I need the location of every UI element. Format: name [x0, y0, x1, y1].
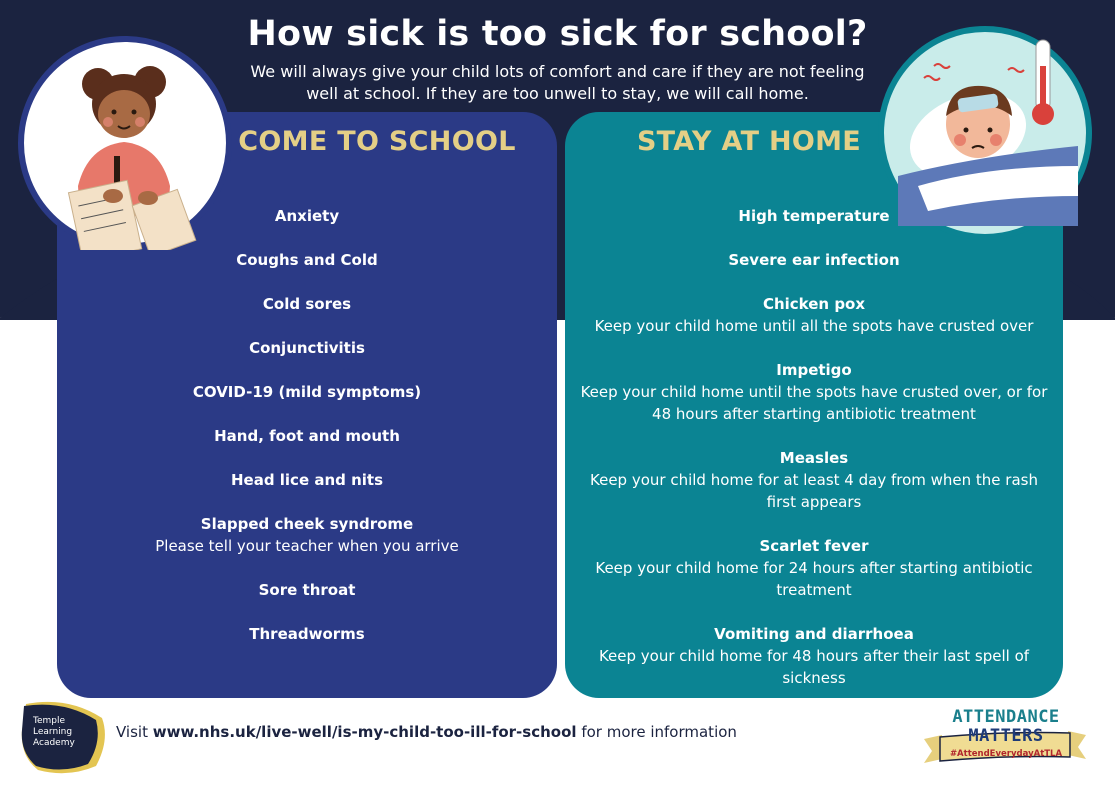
item-name: Sore throat [258, 581, 356, 599]
logo-line: Academy [33, 738, 75, 748]
item-note: Keep your child home until the spots have crusted over, or for 48 hours after starting antibiotic treatment [580, 383, 1048, 423]
item-name: Coughs and Cold [236, 251, 378, 269]
girl-homework-illustration [18, 36, 232, 250]
list-item [565, 447, 1063, 513]
item-name: Chicken pox [762, 295, 866, 313]
logo-line: Learning [33, 727, 73, 737]
list-item [565, 359, 1063, 425]
logo-line: Temple [33, 716, 66, 726]
item-name: Anxiety [274, 207, 340, 225]
visit-prefix: Visit [116, 723, 148, 741]
item-note: Please tell your teacher when you arrive [155, 537, 459, 555]
item-name: Vomiting and diarrhoea [714, 625, 914, 643]
item-note: Keep your child home for 48 hours after their last spell of sickness [598, 647, 1030, 687]
item-name: Severe ear infection [728, 251, 900, 269]
item-name: Hand, foot and mouth [214, 427, 400, 445]
attendance-line2: MATTERS [968, 726, 1044, 746]
nhs-link[interactable]: www.nhs.uk/live-well/is-my-child-too-ill-for-school [152, 723, 577, 741]
visit-suffix: for more information [581, 723, 737, 741]
list-item [57, 425, 557, 447]
list-item [57, 579, 557, 601]
list-item [565, 623, 1063, 689]
item-note: Keep your child home until all the spots have crusted over [594, 317, 1034, 335]
item-name: Cold sores [262, 295, 352, 313]
item-name: Head lice and nits [230, 471, 384, 489]
item-name: Threadworms [249, 625, 365, 643]
list-item [57, 337, 557, 359]
come-to-school-heading: COME TO SCHOOL [238, 126, 516, 157]
list-item [565, 293, 1063, 337]
list-item [57, 469, 557, 491]
item-name: Slapped cheek syndrome [200, 515, 414, 533]
list-item [565, 249, 1063, 271]
attendance-hashtag: #AttendEverydayAtTLA [949, 749, 1063, 759]
school-logo-text [33, 716, 75, 749]
list-item [57, 249, 557, 271]
item-name: Measles [779, 449, 849, 467]
item-name: Conjunctivitis [249, 339, 365, 357]
stay-at-home-heading: STAY AT HOME [636, 126, 862, 157]
page-subtitle: We will always give your child lots of comfort and care if they are not feeling well at school. If they are too unwell to stay, we will call home. [250, 62, 865, 103]
footer-info [116, 723, 737, 741]
stay-at-home-list [565, 205, 1063, 711]
come-to-school-list [57, 205, 557, 667]
list-item [57, 513, 557, 557]
item-note: Keep your child home for 24 hours after starting antibiotic treatment [595, 559, 1033, 599]
item-note: Keep your child home for at least 4 day from when the rash first appears [590, 471, 1038, 511]
attendance-line1: ATTENDANCE [952, 707, 1060, 727]
list-item [57, 293, 557, 315]
item-name: Impetigo [776, 361, 852, 379]
page-title: How sick is too sick for school? [247, 14, 868, 54]
item-name: Scarlet fever [759, 537, 869, 555]
list-item [57, 623, 557, 645]
item-name: High temperature [738, 207, 890, 225]
list-item [565, 535, 1063, 601]
sick-boy-illustration [878, 26, 1092, 240]
item-name: COVID-19 (mild symptoms) [192, 383, 422, 401]
list-item [57, 381, 557, 403]
